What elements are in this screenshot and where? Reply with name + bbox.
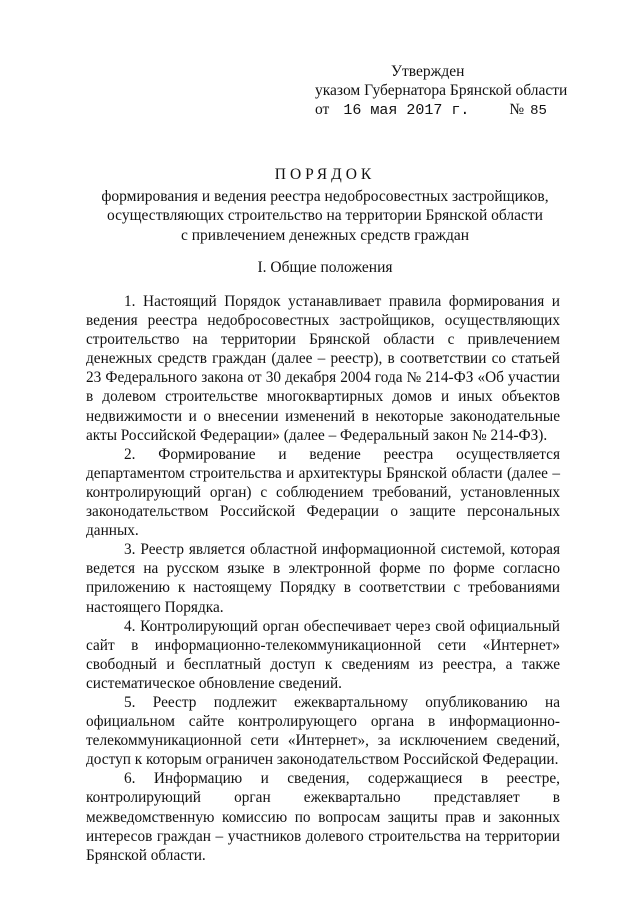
title-line-1: формирования и ведения реестра недобросовестных застройщиков, [101, 187, 549, 205]
paragraph-2: 2. Формирование и ведение реестра осуществляется департаментом строительства и архитектуры Брянской области (далее – контролирующий орган) с соблюдением требований, установленных законодательством Российской Федерации о защите персональных данных. [86, 445, 560, 540]
title-line-2: осуществляющих строительство на территории Брянской области [107, 207, 543, 224]
paragraph-3: 3. Реестр является областной информационной системой, которая ведется на русском языке в электронной форме по форме согласно приложению к настоящему Порядку в соответствии с требованиями настоящего Порядка. [86, 541, 560, 616]
approval-stamp [309, 62, 609, 121]
paragraph-6: 6. Информацию и сведения, содержащиеся в реестре, контролирующий орган ежеквартально представляет в межведомственную комиссию по вопросам защиты прав и законных интересов граждан – участников долевого строительства на территории Брянской области. [86, 770, 560, 864]
paragraph-4: 4. Контролирующий орган обеспечивает через свой официальный сайт в информационно-телекоммуникационной сети «Интернет» свободный и бесплатный доступ к сведениям из реестра, а также систематическое обновление сведений. [86, 617, 560, 692]
document-title [80, 165, 570, 245]
approval-line-approved: Утвержден [391, 63, 465, 80]
approval-number-label: № [509, 101, 525, 118]
document-body [86, 292, 560, 865]
paragraph-1: 1. Настоящий Порядок устанавливает правила формирования и ведения реестра недобросовестных застройщиков, осуществляющих строительство на территории Брянской области с привлечением денежных средств граждан (далее – реестр), в соответствии со статьей 23 Федерального закона от 30 декабря 2004 года № 214-ФЗ «Об участии в долевом строительстве многоквартирных домов и иных объектов недвижимости и о внесении изменений в некоторые законодательные акты Российской Федерации» (далее – Федеральный закон № 214-ФЗ). [86, 293, 560, 444]
approval-line-date [309, 100, 609, 121]
title-line-3: с привлечением денежных средств граждан [180, 226, 470, 244]
approval-number: 85 [530, 103, 547, 119]
approval-line-decree: указом Губернатора Брянской области [315, 82, 568, 99]
title-heading: ПОРЯДОК [274, 166, 376, 183]
section-heading: I. Общие положения [257, 259, 393, 276]
approval-from-label: от [315, 101, 330, 118]
paragraph-5: 5. Реестр подлежит ежеквартальному опубликованию на официальном сайте контролирующего органа в информационно-телекоммуникационной сети «Интернет», за исключением сведений, доступ к которым ограничен законодательством Российской Федерации. [86, 693, 560, 769]
approval-date: 16 мая 2017 г. [343, 102, 470, 119]
